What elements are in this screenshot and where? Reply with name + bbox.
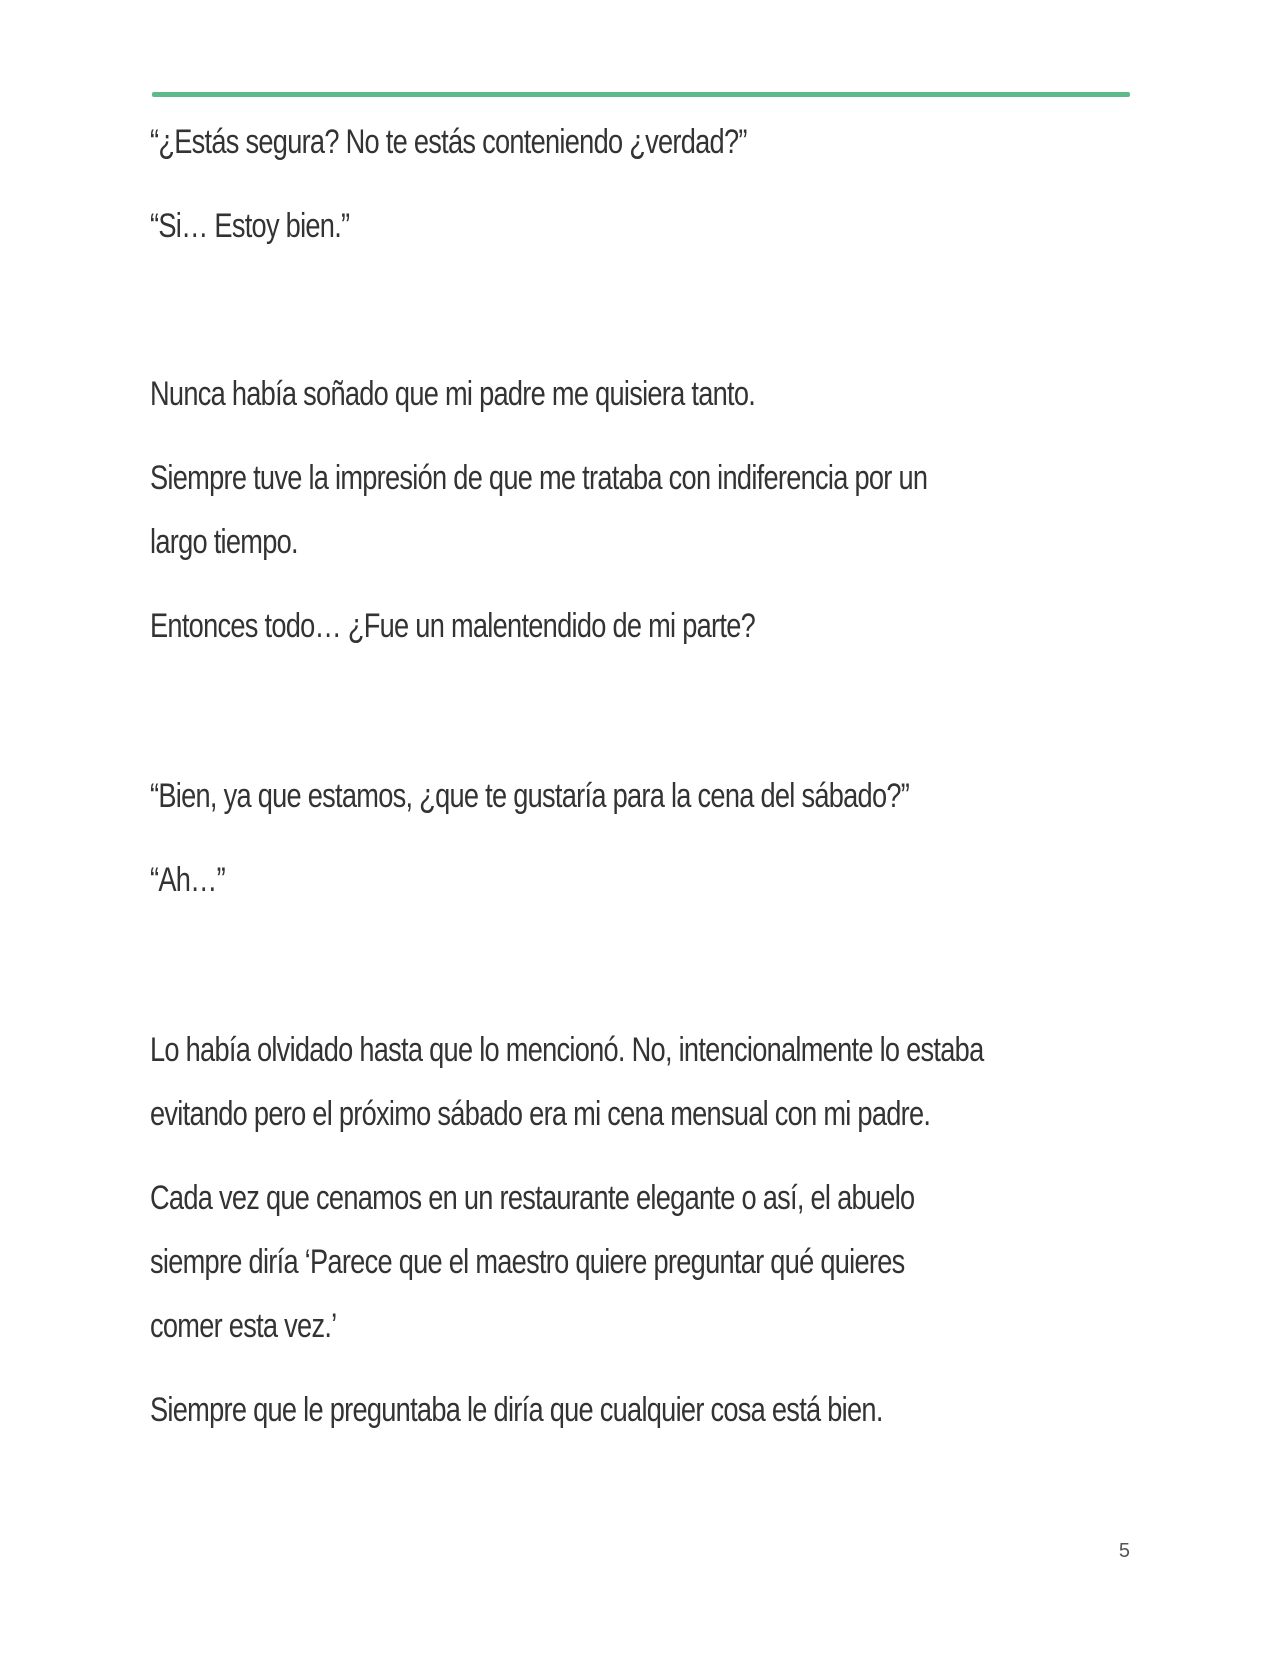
paragraph-8 (150, 1018, 984, 1146)
line: Siempre tuve la impresión de que me trataba con indiferencia por un (150, 459, 928, 497)
line: “Bien, ya que estamos, ¿que te gustaría para la cena del sábado?” (150, 777, 910, 815)
page-number: 5 (1118, 1540, 1130, 1562)
paragraph-2 (150, 194, 942, 258)
line: largo tiempo. (150, 523, 298, 561)
line: Nunca había soñado que mi padre me quisiera tanto. (150, 375, 756, 413)
paragraph-3 (150, 362, 942, 426)
line: Lo había olvidado hasta que lo mencionó. No, intencionalmente lo estaba (150, 1031, 984, 1069)
paragraph-10 (150, 1378, 942, 1442)
line: Cada vez que cenamos en un restaurante elegante o así, el abuelo (150, 1179, 915, 1217)
line: “¿Estás segura? No te estás conteniendo ¿verdad?” (150, 123, 747, 161)
line: “Ah…” (150, 861, 225, 899)
paragraph-4 (150, 446, 942, 574)
paragraph-5 (150, 594, 942, 658)
paragraph-1 (150, 110, 942, 174)
line: “Si… Estoy bien.” (150, 207, 350, 245)
paragraph-6 (150, 764, 942, 828)
paragraph-7 (150, 848, 942, 912)
line: evitando pero el próximo sábado era mi cena mensual con mi padre. (150, 1095, 931, 1133)
line: Siempre que le preguntaba le diría que cualquier cosa está bien. (150, 1391, 883, 1429)
line: siempre diría ‘Parece que el maestro quiere preguntar qué quieres (150, 1243, 905, 1281)
top-divider-rule (152, 92, 1130, 97)
line: Entonces todo… ¿Fue un malentendido de mi parte? (150, 607, 756, 645)
paragraph-9 (150, 1166, 942, 1358)
line: comer esta vez.’ (150, 1307, 337, 1345)
